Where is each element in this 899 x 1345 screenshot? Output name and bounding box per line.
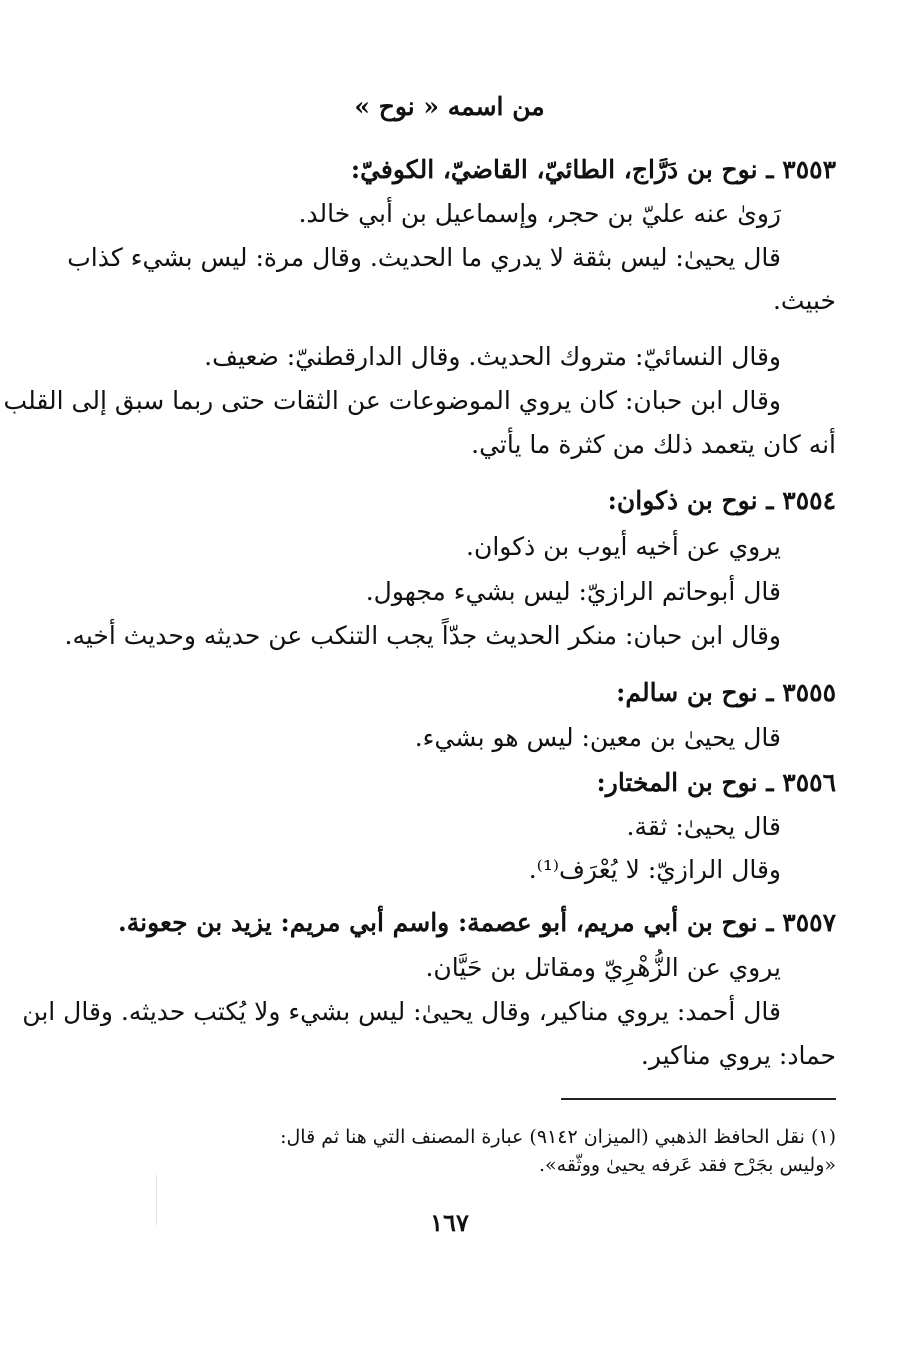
- entry-text-line: يروي عن أخيه أيوب بن ذكوان.: [466, 532, 781, 561]
- footnote-line: (١) نقل الحافظ الذهبي (الميزان ٩١٤٢) عبارة المصنف التي هنا ثم قال:: [280, 1126, 836, 1148]
- entry-text-line: قال يحيىٰ بن معين: ليس هو بشيء.: [414, 723, 781, 752]
- entry-title: ٣٥٥٤ ـ نوح بن ذكوان:: [607, 486, 836, 515]
- entry-title: ٣٥٥٣ ـ نوح بن دَرَّاج، الطائيّ، القاضيّ، الكوفيّ:: [350, 155, 836, 184]
- entry-title: ٣٥٥٥ ـ نوح بن سالم:: [616, 678, 836, 707]
- entry-text-line: وقال النسائيّ: متروك الحديث. وقال الدارقطنيّ: ضعيف.: [204, 342, 781, 371]
- entry-text-line: أنه كان يتعمد ذلك من كثرة ما يأتي.: [471, 430, 836, 459]
- page-number: ١٦٧: [430, 1208, 469, 1237]
- footnote-line: «وليس بجَرْح فقد عَرفه يحيىٰ ووثّقه».: [538, 1154, 836, 1176]
- footnote-divider: [561, 1098, 836, 1100]
- entry-text-line: وقال ابن حبان: كان يروي الموضوعات عن الثقات حتى ربما سبق إلى القلب: [3, 386, 781, 415]
- entry-text-line: خبيث.: [772, 286, 836, 315]
- entry-text-line: رَوىٰ عنه عليّ بن حجر، وإسماعيل بن أبي خالد.: [298, 199, 781, 228]
- entry-text-line: قال يحيىٰ: ليس بثقة لا يدري ما الحديث. وقال مرة: ليس بشيء كذاب: [67, 243, 781, 272]
- entry-title: ٣٥٥٦ ـ نوح بن المختار:: [596, 768, 836, 797]
- entry-text-line: وقال الرازيّ: لا يُعْرَف⁽¹⁾.: [528, 855, 781, 884]
- entry-text-line: وقال ابن حبان: منكر الحديث جدّاً يجب التنكب عن حديثه وحديث أخيه.: [64, 621, 781, 650]
- entry-text-line: يروي عن الزُّهْرِيّ ومقاتل بن حَيَّان.: [425, 953, 781, 982]
- entry-text-line: قال يحيىٰ: ثقة.: [626, 812, 781, 841]
- entry-text-line: قال أحمد: يروي مناكير، وقال يحيىٰ: ليس بشيء ولا يُكتب حديثه. وقال ابن: [22, 997, 781, 1026]
- section-heading: من اسمه « نوح »: [354, 92, 545, 121]
- entry-text-line: حماد: يروي مناكير.: [640, 1041, 836, 1070]
- entry-title: ٣٥٥٧ ـ نوح بن أبي مريم، أبو عصمة: واسم أبي مريم: يزيد بن جعونة.: [118, 908, 836, 937]
- entry-text-line: قال أبوحاتم الرازيّ: ليس بشيء مجهول.: [365, 577, 781, 606]
